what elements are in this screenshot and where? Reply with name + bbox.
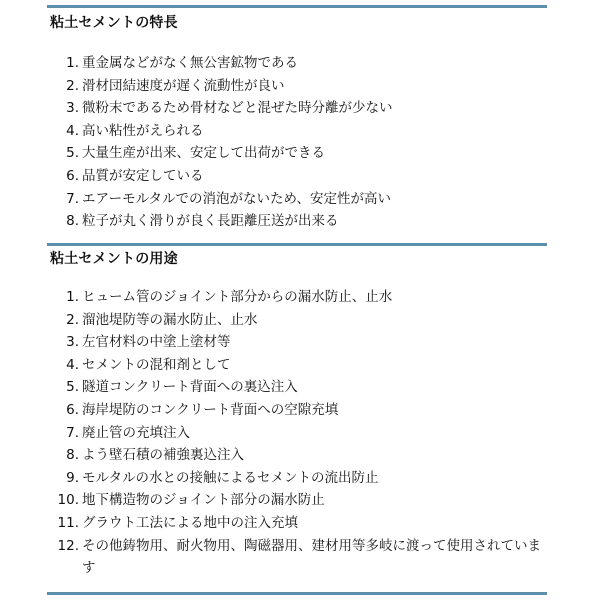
item-number: 1.: [66, 55, 79, 71]
item-text: 溜池堤防等の漏水防止、止水: [82, 311, 258, 328]
item-text: 重金属などがなく無公害鉱物である: [82, 55, 298, 71]
item-text: 大量生産が出来、安定して出荷ができる: [82, 145, 325, 162]
list-item: [50, 376, 550, 399]
item-text: その他鋳物用、耐火物用、陶磁器用、建材用等多岐に渡って使用されています: [82, 537, 541, 577]
list-item: [50, 188, 393, 211]
item-text: よう壁石積の補強裏込注入: [82, 447, 244, 464]
item-number: 6.: [66, 401, 79, 418]
list-item: [50, 331, 550, 354]
item-text: 海岸堤防のコンクリート背面への空隙充填: [82, 401, 339, 418]
item-text: モルタルの水との接触によるセメントの流出防止: [82, 469, 379, 486]
item-number: 2.: [66, 77, 79, 94]
list-item: [50, 52, 393, 75]
list-item: [50, 286, 550, 309]
list-item: [50, 309, 550, 332]
list-item: [50, 399, 550, 422]
item-number: 6.: [66, 167, 79, 184]
list-item: [50, 354, 550, 377]
item-text: 左官材料の中塗上塗材等: [82, 334, 231, 351]
item-text: 粒子が丸く滑りが良く長距離圧送が出来る: [82, 213, 339, 230]
item-text: エアーモルタルでの消泡がないため、安定性が高い: [82, 190, 392, 207]
section-divider-middle: [47, 243, 547, 246]
list-item: [50, 489, 550, 512]
item-number: 5.: [66, 379, 79, 396]
item-text: 微粉末であるため骨材などと混ぜた時分離が少ない: [82, 100, 393, 117]
item-text: 滑材団結速度が遅く流動性が良い: [82, 77, 285, 94]
item-number: 12.: [57, 537, 79, 554]
item-text: 隧道コンクリート背面への裏込注入: [82, 379, 298, 396]
item-number: 1.: [66, 289, 79, 305]
list-item: [50, 467, 550, 490]
section-divider-bottom: [47, 592, 547, 595]
item-text: ヒューム管のジョイント部分からの漏水防止、止水: [82, 289, 393, 305]
item-number: 4.: [66, 122, 79, 139]
list-item: [50, 97, 393, 120]
section-divider-top: [47, 5, 547, 8]
item-number: 4.: [66, 356, 79, 373]
item-number: 5.: [66, 145, 79, 162]
item-text: 高い粘性がえられる: [82, 122, 204, 139]
list-item: [50, 75, 393, 98]
item-number: 3.: [66, 100, 79, 117]
item-number: 7.: [66, 424, 79, 441]
item-number: 9.: [66, 469, 79, 486]
list-item: [50, 210, 393, 233]
item-number: 8.: [66, 447, 79, 464]
item-number: 8.: [66, 213, 79, 230]
item-text: 品質が安定している: [82, 167, 204, 184]
item-number: 2.: [66, 311, 79, 328]
item-text: グラウト工法による地中の注入充填: [82, 514, 298, 531]
item-number: 7.: [66, 190, 79, 207]
section-heading-features: 粘土セメントの特長: [50, 15, 178, 31]
item-text: 廃止管の充填注入: [82, 424, 190, 441]
item-number: 10.: [57, 492, 79, 509]
features-list: [50, 52, 393, 233]
section-heading-uses: 粘土セメントの用途: [50, 251, 178, 267]
item-text: 地下構造物のジョイント部分の漏水防止: [82, 492, 325, 509]
item-text: セメントの混和剤として: [82, 356, 231, 373]
list-item: [50, 142, 393, 165]
list-item: [50, 512, 550, 535]
list-item: [50, 444, 550, 467]
list-item: [50, 120, 393, 143]
uses-list: [50, 286, 550, 580]
list-item: [50, 535, 550, 580]
list-item: [50, 165, 393, 188]
list-item: [50, 422, 550, 445]
item-number: 3.: [66, 334, 79, 351]
item-number: 11.: [57, 514, 79, 531]
